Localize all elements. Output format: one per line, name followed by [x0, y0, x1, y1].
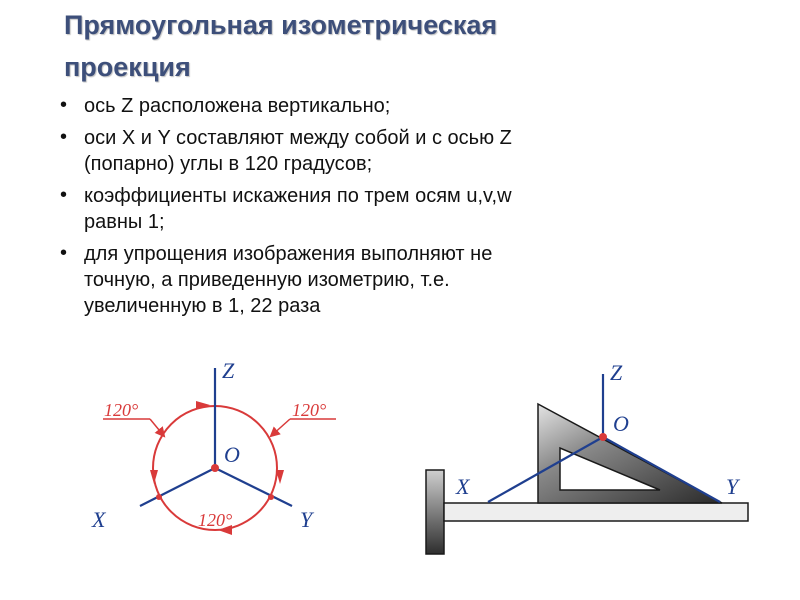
right-origin-dot — [599, 433, 607, 441]
angle-label-left: 120° — [104, 400, 139, 420]
left-axis-z-label: Z — [222, 358, 235, 383]
slide-title-line-1: Прямоугольная изометрическая — [64, 10, 498, 40]
left-axis-x-label: X — [92, 507, 106, 532]
bullet-text: увеличенную в 1, 22 раза — [84, 295, 321, 317]
bullet-text: • для упрощения изображения выполняют не — [84, 243, 493, 265]
t-square-head — [426, 470, 444, 554]
bullet-text: • коэффициенты искажения по трем осям u,v,w — [84, 185, 512, 207]
bullet-text: • оси X и Y составляют между собой и с осью Z — [84, 127, 512, 149]
angle-label-right: 120° — [292, 400, 327, 420]
right-axis-z-label: Z — [610, 360, 623, 385]
t-square-blade — [444, 503, 748, 521]
slide-title-line-2: проекция — [64, 52, 191, 82]
bullet-text: равны 1; — [84, 211, 165, 233]
bullet-text: точную, а приведенную изометрию, т.е. — [84, 269, 450, 291]
angle-label-bottom: 120° — [198, 510, 233, 530]
bullet-text: (попарно) углы в 120 градусов; — [84, 153, 373, 175]
left-axis-y-label: Y — [300, 507, 313, 532]
right-axis-y-label: Y — [726, 474, 739, 499]
right-origin-label: O — [613, 411, 629, 436]
right-axis-x-label: X — [456, 474, 470, 499]
left-origin-label: O — [224, 442, 240, 467]
bullet-text: • ось Z расположена вертикально; — [84, 95, 391, 117]
